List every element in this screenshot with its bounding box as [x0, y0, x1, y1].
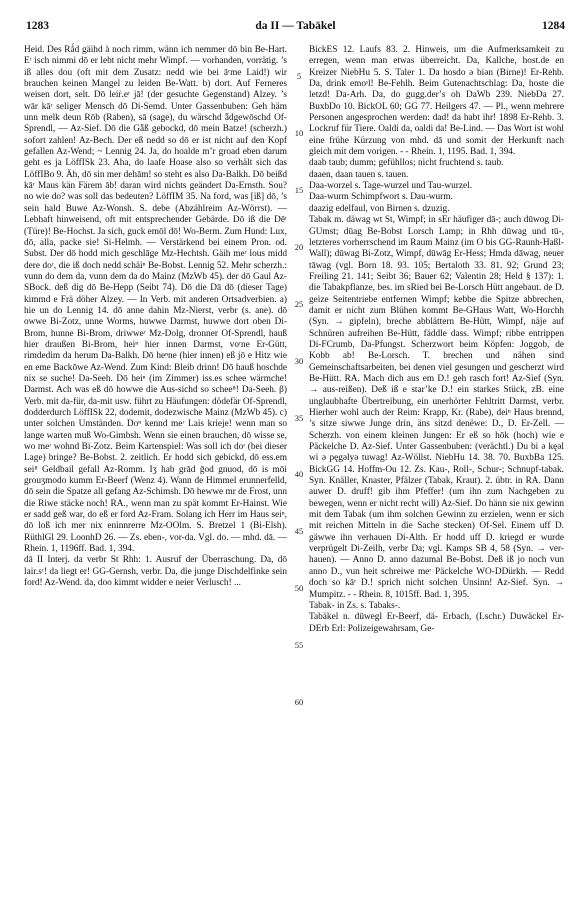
line-number: 40 [294, 469, 304, 479]
page-number-left: 1283 [26, 20, 49, 32]
line-number: 55 [294, 640, 304, 650]
page-number-right: 1284 [542, 20, 565, 32]
line-number: 5 [296, 71, 302, 81]
entry-da-II-text: dā II Interj. da verbr St Rhh: 1. Ausruf der Überraschung. Da, dō lair.sʳ! da liegt er! GG-Gernsh, verbr. Da, die junge Dischdelfinke sein ford! Az-Wend. da, doo kimmt widder e neier Verlusch! ... [24, 555, 287, 589]
entry-daaen: daaen, daan tauen s. tauen. [309, 169, 409, 180]
entry-da-II-continued: BickES 12. Laufs 83. 2. Hinweis, um die Aufmerksamkeit zu erregen, wenn man etwas überreicht. Da, Kallche, host.de en Kreizer NiebHu 5. S. Taler 1. Da hosdo ə biən (Birne)! Er-Rehb. Da, drink emoˢl! Be-Fehlh. Beim Gutenachtschlag: Da, hoste die letzd! Da-Arh. Da, do gugg.derʼs oh DaWb 239. NiebDa 27. BuxbDo 10. BickOL 60; GG 77. Heilgers 47. — Pl., wenn mehrere Personen angesprochen werden: dad! da habt ihr! 1898 Er-Rehb. 3. Lockruf für Tiere. Oaldi da, oaldi da! Be-Lind. — Das Wort ist wohl eine frühe Kürzung von mhd. dā und somit der Herkunft nach gleich mit dem vorigen. - - Rhein. 1, 1195. Bad. 1, 394. [309, 45, 564, 158]
page-header [26, 20, 565, 36]
entry-daa-worzel: Daa-worzel s. Tage-wurzel und Tau-wurzel. [309, 181, 473, 192]
entry-daab: daab taub; dumm; gefühllos; nicht fruchtend s. taub. [309, 158, 504, 169]
line-number: 30 [294, 356, 304, 366]
entry-daa-wurm: Daa-wurm Schimpfwort s. Dau-wurm. [309, 192, 453, 203]
line-number: 10 [294, 128, 304, 138]
left-column [24, 45, 287, 590]
entry-tabak-compounds: Tabak- in Zs. s. Tabaks-. [309, 600, 401, 611]
line-number: 35 [294, 413, 304, 423]
line-number: 45 [294, 526, 304, 536]
line-number: 25 [294, 299, 304, 309]
line-number: 60 [294, 697, 304, 707]
entry-da-I-text: Heid. Des Rǻd gäihd à noch rimm, wänn ich nemmer dō bin Be-Hart. Eʳ isch nimmi dō er lebt nicht mehr Wimpf. — vorhanden, vorrätig. ’s iß alles dou (oft mit dem Zusatz: nedd wie bei āʳme Laid!) wir brauchen keinen Mangel zu leiden Be-Watt. b) dort. Auf Ferneres weisen dort, selt. Dō leiṙ.eʳ jā! (der gesuchte Gegenstand) Alzey. ’s wār kāʳ seliger Mensch dō Di-Semd. Unter Gassenbuben: Geh häm unn melk deun Rōb (Raben), sā (sage), du wärschd ǟdgewōschd Of-Sprendl, — Az-Sief. Dō die Gǟß gebockd, dō mein Batze! (scherzh.) sofort zahlen! Az-Bech. Der eß nedd so dō er ist nicht auf den Kopf gefallen Az-Wend; ~ Lennig 24. Ja, do hoalde m’r groad eben darum geht es ja LöffISk 23. Aha, do laafe Hoase also so verhält sich das LöffIBo 9. Äh, dō sin mer dehām! so steht es also Da-Balkh. Dō beißd kāʳ Maus kän Färem āb! daran wird nichts geändert Da-Ernsth. Sou? no wie do? was soll das bedeuten? LöffIM 35. Na ford, was [iß] dō, ’s sein hald Buwe Az-Wonsh. S. debe (Abzählreim Az-Wörrst). — Lebhaft hinweisend, oft mit entsprechender Gebärde. Dō iß die Dēʳ (Türe)! Be-Hochst. Ja sich, guck emōl dō! Wo-Berm. Zum Hund: Lux, dō, alla, packe sie! Si-Helmh. — Verstärkend bei einem Pron. od. Subst. Der dō hodd mich geschlāge Mz-Hechtsh. Gäih meʳ lous midd dere doʳ, die iß doch nedd schäiⁿ Be-Bobst. Lennig 52. Mehr scherzh.: vunn do dem da, vunn dem da do Mainz (MzWb 45). der dō Gaul Az-SBock. deß dig dō Be-Hepp (Seibt 74). Dō die Dā dō (dieser Tage) kimmd e Frä döher Alzey. — In Verb. mit anderen Ortsadverbien. a) hie un do Lennig 14. dō anne dahin Mz-Nierst, verbr (s. ane). dō owwe Bi-Zotz, unne Worms, huwwe Darmst, huwwe dort oben Di-Brom, hunne Bi-Brom, driwweʳ Mz-Dolg, dronner Of-Sprendl, hauß hier draußen Bi-Brom, heiⁿ hier innen Darmst, voʳne Er-Gütt, rimdedim da herum Da-Balkh. Dō heⁿne (hier innen) eß jō e Hitz wie en eme Backōwe Az-Wend. Zum Kind: Bleib drinn! Dō hauß hoschde nix se suche! Da-Seeh. Dō heiⁿ (im Zimmer) iss.es schee wärmche! Darmst. Ach was eß dō howwe die Aus-sichd so schee⁸! Da-Seeh. β) Verb. mit da-für, da-mit usw. führt zu Häufungen: dödefär Of-Sprendl, dodderdurch LöffISk 22, dodemit, dodezwische Mainz (MzWb 45). c) unter solchen Umständen. Doⁿ kennd meʳ Lais krieje! wenn man so lange warten muß Wo-Gimbsh. Wenn sie einen brauchen, dō wisse se, wo meʳ wohnd Bi-Zotz. Beim Kartenspiel: Was soll ich doʳ (bei dieser Lage) bringe? Be-Bobst. 2. zeitlich. Er hodd sich gebickd, dō ess.em sei⁸ Geldbail gefall Az-Romm. Iʒ hab grād ḡod gnuod, dō is mōi grouʒmodo kumm Er-Beerf (Wenz 4). Wann de Himmel erunnerfelld, dō sein die Spatze all gefang Az-Schimsh. Dō hewwe mr de Frost, unn die Riwe stäcke noch! RA., wenn man zu spät kommt Er-Hainst. Wie er sadd geß war, do eß er ford Az-Fram. Solang ich Herr im Haus seiⁿ, dō loß ich mer nix eninnrerre Mz-OOlm. S. Bretzel 1 (Bi-Elsh). RüthlGl 29. LoonhD 26. — Zs. eben-, vor-da. Vgl. do. — mhd. dā. — Rhein. 1, 1196ff. Bad. 1, 394. [24, 45, 287, 555]
line-number: 20 [294, 242, 304, 252]
line-number: 50 [294, 583, 304, 593]
entry-tabak: Tabak m. däwag wt St, Wimpf; in sEr häufiger dā-; auch dūwog Di-GUmst; dūag Be-Bobst Lorsch Lamp; in Rhh dūwag und tū-, letzteres vorherrschend im Raum Mainz (im O bis GG-Raunh-Haßl-Wall); dūwag Bi-Zotz, Wimpf, dūwāg Er-Hess; Hmda dāwag, neuer tāwag (vgl. Born 18. 93. 105; Bertaloth 33. 81. 92; Grund 23; Freiling 21. 141; Seibt 36; Bauer 62; Valentin 28; Held § 137): 1. die Tabakpflanze, bes. im sRied bei Be-Lorsch Hütt angebaut. de D. geize Seitentriebe entfernen Wimpf; kebbe die Spitze abbrechen, damit er nicht zum Blühen kommt Be-GHaus Watt, Wo-Horchh (Syn. → gipfeln), breche abblättern Be-Hütt, Wimpf, näje auf Schnüren aufreihen Be-Hütt, fäddle dass. Wimpf; ribbe entrippen Di-FCrumb, Da-Pfungst. Scherzwort beim Köpfen: Joggob, de Kobb ab! Be-Lorsch. T. brechen und nähen sind Gemeinschaftsarbeiten, bei denen viel gesungen und gescherzt wird Be-Hütt. RA. Mach dich aus em D.! geh rasch fort! Az-Sief (Syn. → aus-reißen). Deß iß e starʼke D.! ein starkes Stück, zB. eine unglaubhafte Übertreibung, ein unerhörter Fehltritt Darmst, verbr. Hierher wohl auch der Reim: Krapp, Kr. (Rabe), deiⁿ Haus brennd, ’s sitze siwwe Junge drin, äns sitzd denëwe: D., D. Er-Zell. — Scherzh. von einem kleinen Jungen: Er eß so hōk (hoch) wie e Päckelche D. Az-Sief. Unter Gassenbuben: (verächtl.) Du bi ə kęǝl wi ə pęgǝlyə tuwag! Az-Wöllst. NiebHu 14. 38. 70. BuxbBa 125. BickGG 14. Hoffm-Ou 12. Zs. Kau-, Roll-, Schur-; Schnupf-tabak. Syn. Knäller, Knaster, Pfälzer (Tabak, Kraut). 2. übtr. in RA. Dann auwer D. druff! gib ihm Pfeffer! (um ihn zum Nachgeben zu bewegen, wenn er nicht recht will) Az-Sief. Do hänn sie nix gewinn mit dem Tabak (um ihm solchen Gewinn zu erzielen, wenn er sich mit reichen Mitteln in die Sache stecken) Of-Sel. Einem uff D. gäwwe ihn verhauen Di-Alth. Er hodd uff D. kriegd er wurde verprügelt Di-Zeilh, verbr Da; vgl. Kamps SB 4, 58 (Syn. → ver-hauen). — Anno D. anno dazumal Be-Bobst. Deß iß jo noch vun anno D., vun heit schreiwe meʳ Päckelche WO-DDürkh. — Redd doch so kāʳ D.! sprich nicht solchen Unsinn! Az-Sief. Syn. → Mumpitz. - - Rhein. 8, 1015ff. Bad. 1, 395. [309, 215, 564, 600]
line-number: 15 [294, 185, 304, 195]
entry-daazig: daazig edelfaul, von Birnen s. dzuzig. [309, 203, 450, 214]
right-column [309, 45, 564, 635]
entry-tabaekel: Tabäkel n. dūwegl Er-Beerf, dä- Erbach, (Lschr.) Duwäckel Er-DErb Erl: Polizeigewahrsam, Ge- [309, 612, 564, 634]
running-title: da II — Tabäkel [255, 20, 336, 32]
